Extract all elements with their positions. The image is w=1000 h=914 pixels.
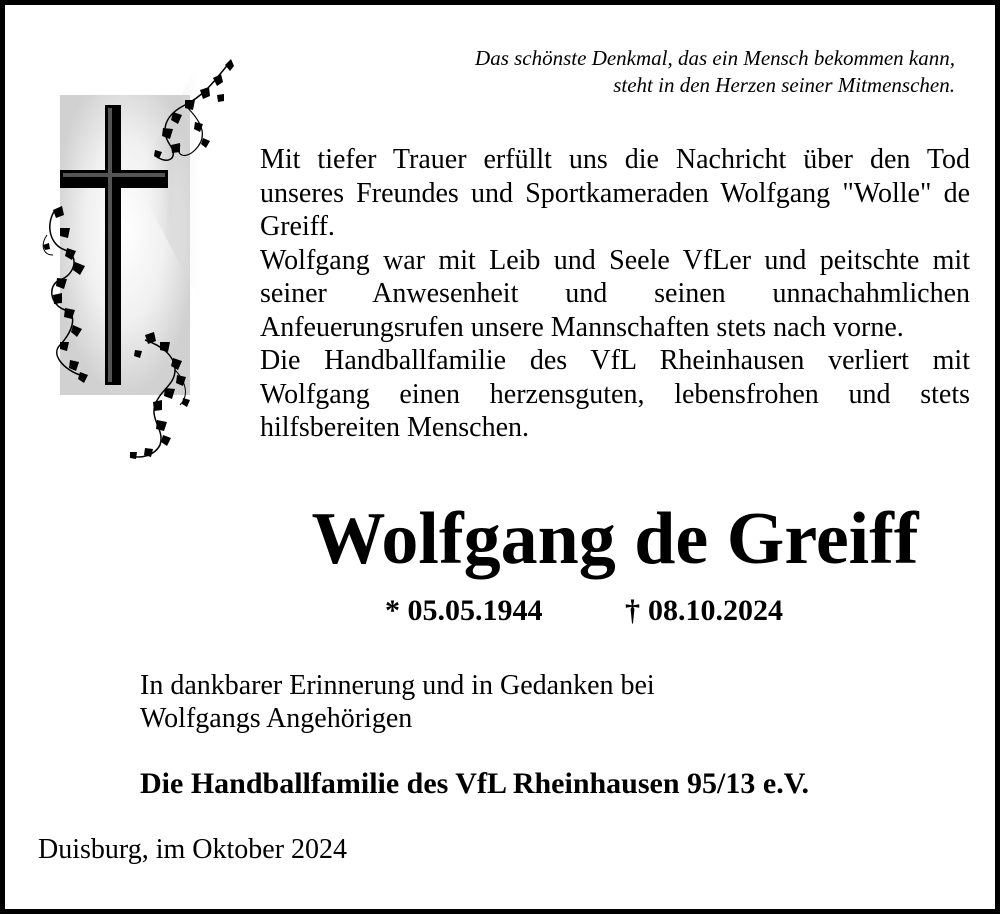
death-date: 08.10.2024 [648,594,783,627]
birth-date: * 05.05.1944 [385,594,543,627]
quote-line-2: steht in den Herzen seiner Mitmenschen. [613,73,955,97]
cross-with-ivy-icon [35,50,235,465]
message-paragraph-1: Mit tiefer Trauer erfüllt uns die Nachricht über den Tod unseres Freundes und Sportkameraden Wolfgang "Wolle" de Greiff. [260,144,970,242]
memorial-quote [475,45,955,99]
remembrance-line-1: In dankbarer Erinnerung und in Gedanken bei [140,670,655,701]
deceased-name: Wolfgang de Greiff [311,498,919,580]
signature: Die Handballfamilie des VfL Rheinhausen 95/13 e.V. [140,767,809,800]
message-paragraph-3: Die Handballfamilie des VfL Rheinhausen verliert mit Wolfgang einen herzensguten, lebensfrohen und stets hilfsbereiten Menschen. [260,345,970,443]
message-paragraph-2: Wolfgang war mit Leib und Seele VfLer und peitschte mit seiner Anwesenheit und seinen unnachahmlichen Anfeuerungsrufen unsere Mannschaften stets nach vorne. [260,244,970,343]
dagger-icon: † [625,594,640,627]
remembrance-text [140,669,655,735]
condolence-message [260,143,970,445]
remembrance-line-2: Wolfgangs Angehörigen [140,703,413,734]
quote-line-1: Das schönste Denkmal, das ein Mensch bekommen kann, [475,46,955,70]
place-and-date: Duisburg, im Oktober 2024 [38,834,348,865]
death-date-group [625,593,783,629]
